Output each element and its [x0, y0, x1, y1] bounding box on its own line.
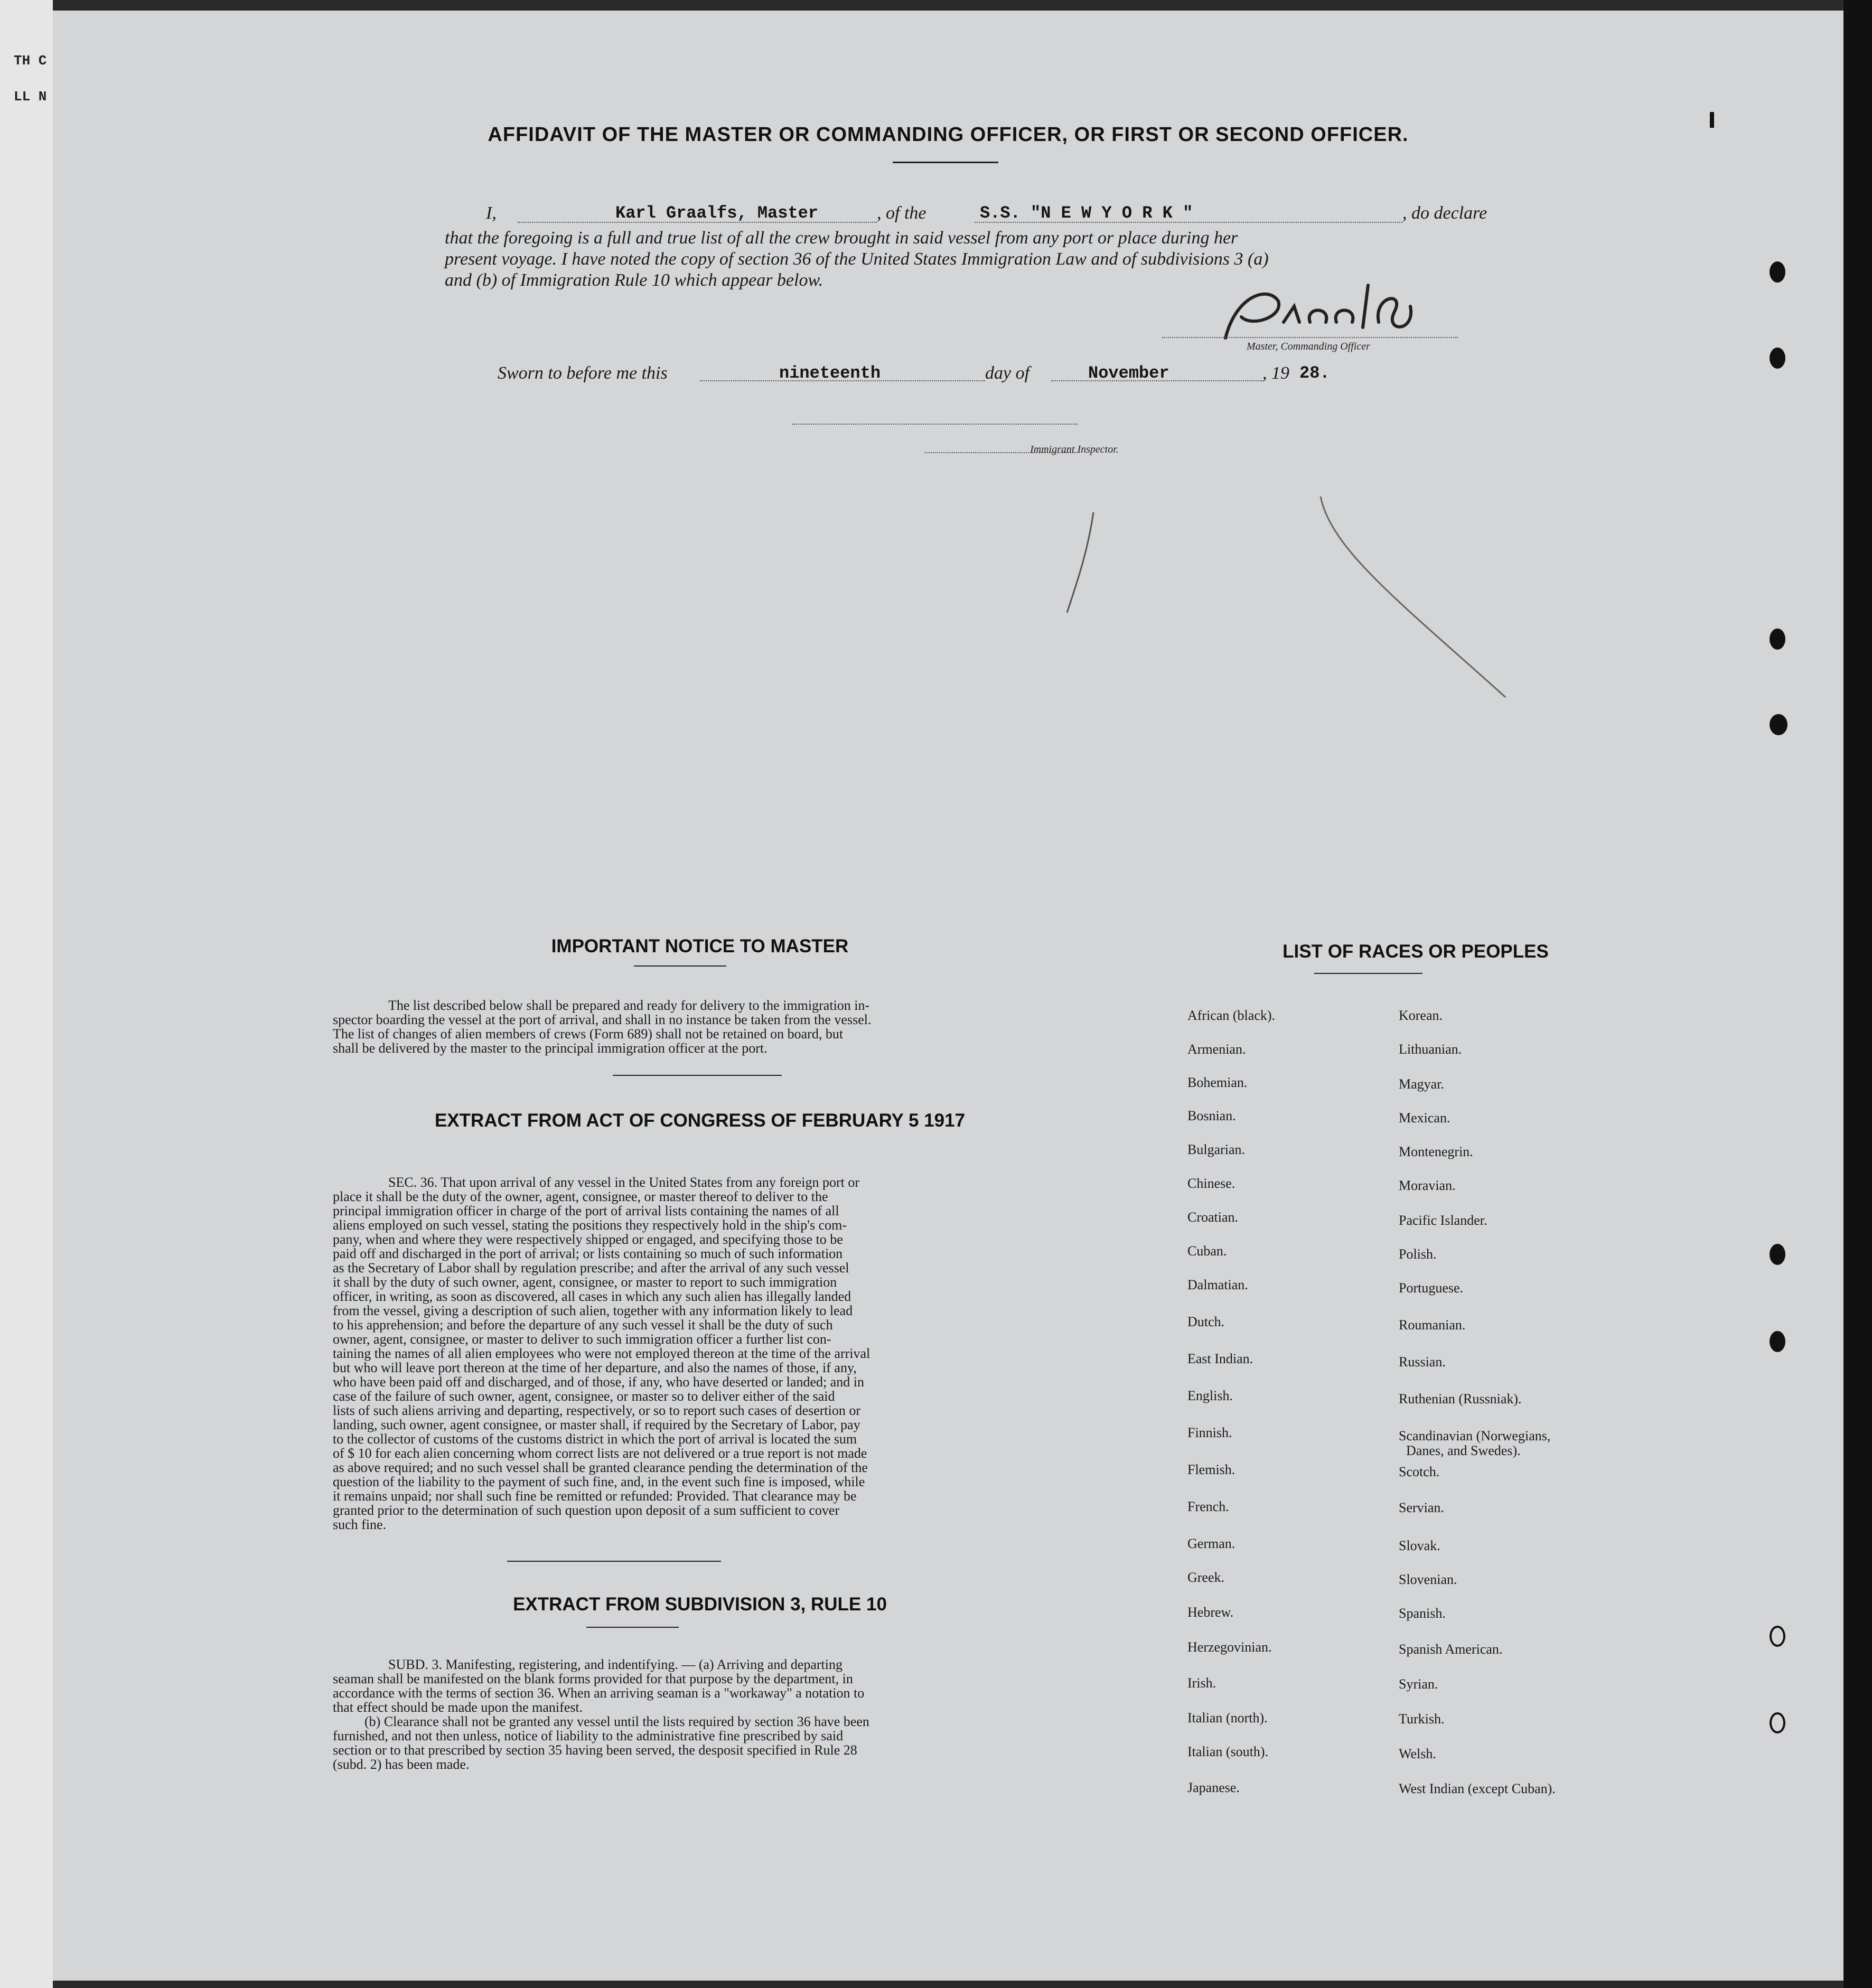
race-item: West Indian (except Cuban). — [1399, 1781, 1556, 1796]
margin-text: TH C — [14, 53, 47, 69]
act-line: it shall by the duty of such owner, agent, consignee, or master to report to such immigration — [333, 1274, 837, 1290]
margin-text: LL N — [14, 89, 47, 105]
divider — [634, 965, 726, 967]
race-item: Cuban. — [1187, 1243, 1227, 1259]
notice-line: shall be delivered by the master to the principal immigration officer at the port. — [333, 1040, 767, 1056]
sworn-month: November — [1088, 363, 1169, 383]
race-item: Herzegovinian. — [1187, 1639, 1272, 1655]
race-item: Bohemian. — [1187, 1075, 1248, 1090]
rule-line: section or to that prescribed by section 35 having been served, the desposit specified in Rule 28 — [333, 1742, 857, 1758]
race-item: German. — [1187, 1536, 1235, 1551]
race-item: Russian. — [1399, 1354, 1446, 1370]
affidavit-line4: and (b) of Immigration Rule 10 which appear below. — [445, 270, 823, 290]
race-item: Welsh. — [1399, 1746, 1436, 1761]
race-item: Bulgarian. — [1187, 1142, 1246, 1157]
act-line: landing, such owner, agent consignee, or master shall, if required by the Secretary of Labor, pay — [333, 1417, 860, 1432]
act-line: paid off and discharged in the port of arrival; or lists containing so much of such information — [333, 1246, 843, 1261]
act-line: case of the failure of such owner, agent, consignee, or master so to deliver either of the said — [333, 1389, 835, 1404]
binder-hole — [1770, 1712, 1785, 1733]
right-edge — [1843, 0, 1872, 1988]
act-line: question of the liability to the payment of such fine, and, in the event such fine is imposed, while — [333, 1474, 865, 1489]
race-item: Slovak. — [1399, 1538, 1440, 1553]
act-line: but who will leave port thereon at the time of her departure, and also the names of those, if any, — [333, 1360, 857, 1375]
rule-line: accordance with the terms of section 36. When an arriving seaman is a "workaway" a notation to — [333, 1685, 865, 1701]
divider — [586, 1627, 679, 1628]
day-of-text: day of — [985, 363, 1030, 383]
act-line: such fine. — [333, 1517, 387, 1532]
rule-line: that effect should be made upon the manifest. — [333, 1700, 583, 1715]
year-prefix: , 19 — [1262, 363, 1289, 383]
race-item: English. — [1187, 1388, 1233, 1403]
binder-hole — [1770, 261, 1785, 283]
binder-hole — [1770, 1626, 1785, 1647]
binder-hole — [1770, 1331, 1785, 1352]
divider — [507, 1561, 721, 1562]
extract-act-title: EXTRACT FROM ACT OF CONGRESS OF FEBRUARY 5 1917 — [434, 1110, 966, 1131]
divider — [613, 1075, 782, 1076]
race-item: Hebrew. — [1187, 1605, 1234, 1620]
binder-hole — [1770, 629, 1785, 650]
inspector-caption: Immigrant Inspector. — [1030, 444, 1119, 455]
race-item: Dalmatian. — [1187, 1277, 1248, 1292]
race-item: Scandinavian (Norwegians, — [1399, 1428, 1551, 1443]
race-item: French. — [1187, 1499, 1229, 1514]
left-margin-strip — [0, 0, 53, 1988]
race-item: Lithuanian. — [1399, 1042, 1462, 1057]
race-item: Portuguese. — [1399, 1280, 1464, 1296]
act-line: who have been paid off and discharged, and of those, if any, who have deserted or landed; and in — [333, 1374, 864, 1390]
race-item: Bosnian. — [1187, 1108, 1236, 1123]
race-item: Korean. — [1399, 1008, 1443, 1023]
divider — [1314, 973, 1422, 974]
act-line: place it shall be the duty of the owner, agent, consignee, or master thereof to deliver to the — [333, 1189, 828, 1204]
act-line: owner, agent, consignee, or master to deliver to such immigration officer a further list con- — [333, 1331, 831, 1347]
act-line: to his apprehension; and before the departure of any such vessel it shall be the duty of such — [333, 1317, 833, 1333]
signature-caption: Master, Commanding Officer — [1247, 341, 1370, 352]
signature-line — [1162, 337, 1458, 338]
notice-line: spector boarding the vessel at the port of arrival, and shall in no instance be taken from the vessel. — [333, 1012, 872, 1027]
rule-line: seaman shall be manifested on the blank forms provided for that purpose by the department, in — [333, 1671, 853, 1686]
affidavit-line3: present voyage. I have noted the copy of section 36 of the United States Immigration Law and of subdivisions 3 (a) — [445, 249, 1269, 269]
rule-line: furnished, and not then unless, notice of liability to the administrative fine prescribed by said — [333, 1728, 844, 1743]
ink-mark — [1710, 112, 1714, 128]
act-line: pany, when and where they were respectively shipped or engaged, and specifying those to be — [333, 1232, 843, 1247]
act-line: from the vessel, giving a description of such alien, together with any information likely to lead — [333, 1303, 853, 1318]
inspector-line-1 — [792, 424, 1078, 425]
act-line: as above required; and no such vessel shall be granted clearance pending the determination of the — [333, 1460, 868, 1475]
race-item: Chinese. — [1187, 1176, 1235, 1191]
race-item: Roumanian. — [1399, 1317, 1466, 1333]
notice-line: The list of changes of alien members of crews (Form 689) shall not be retained on board, but — [333, 1026, 844, 1042]
affidavit-line2: that the foregoing is a full and true list of all the crew brought in said vessel from any port or place during her — [445, 228, 1238, 248]
affidavit-line1-prefix: I, — [486, 203, 497, 223]
race-item: Croatian. — [1187, 1209, 1239, 1225]
rule-line: SUBD. 3. Manifesting, registering, and indentifying. — (a) Arriving and departing — [388, 1657, 843, 1672]
rule-line: (subd. 2) has been made. — [333, 1757, 470, 1772]
races-title: LIST OF RACES OR PEOPLES — [1283, 941, 1549, 962]
race-item: Scotch. — [1399, 1464, 1440, 1479]
race-item: Pacific Islander. — [1399, 1213, 1487, 1228]
act-line: SEC. 36. That upon arrival of any vessel in the United States from any foreign port or — [388, 1175, 859, 1190]
race-item: Turkish. — [1399, 1711, 1445, 1727]
race-item: Spanish American. — [1399, 1642, 1503, 1657]
race-item: Greek. — [1187, 1570, 1225, 1585]
act-line: granted prior to the determination of such question upon deposit of a sum sufficient to cover — [333, 1503, 840, 1518]
race-item: Montenegrin. — [1399, 1144, 1473, 1159]
race-item: Servian. — [1399, 1500, 1444, 1515]
master-name: Karl Graalfs, Master — [615, 203, 819, 223]
act-line: as the Secretary of Labor shall by regulation prescribe; and after the arrival of any such vessel — [333, 1260, 849, 1276]
race-item: Italian (south). — [1187, 1744, 1269, 1759]
race-item: East Indian. — [1187, 1351, 1253, 1366]
race-item: Magyar. — [1399, 1076, 1444, 1092]
do-declare-text: , do declare — [1402, 203, 1487, 223]
extract-rule-title: EXTRACT FROM SUBDIVISION 3, RULE 10 — [513, 1594, 887, 1615]
extract-act-body — [333, 1175, 993, 1532]
binder-hole — [1770, 1244, 1785, 1265]
race-item: Japanese. — [1187, 1780, 1240, 1795]
race-item: Polish. — [1399, 1246, 1437, 1262]
affidavit-title: AFFIDAVIT OF THE MASTER OR COMMANDING OFFICER, OR FIRST OR SECOND OFFICER. — [488, 124, 1409, 146]
act-line: lists of such aliens arriving and departing, respectively, or so to report such cases of desertion or — [333, 1403, 861, 1418]
race-item: Spanish. — [1399, 1606, 1446, 1621]
of-the-text: , of the — [877, 203, 926, 223]
act-line: officer, in writing, as soon as discovered, all cases in which any such alien has illegally landed — [333, 1289, 851, 1304]
race-item: Slovenian. — [1399, 1572, 1457, 1587]
pencil-marks — [1056, 486, 1532, 750]
divider — [893, 162, 998, 163]
race-item: Flemish. — [1187, 1462, 1235, 1477]
notice-body — [333, 998, 993, 1055]
notice-line: The list described below shall be prepared and ready for delivery to the immigration in- — [388, 998, 870, 1013]
act-line: to the collector of customs of the customs district in which the port of arrival is located the sum — [333, 1431, 857, 1447]
sworn-day: nineteenth — [779, 363, 881, 383]
rule-line: (b) Clearance shall not be granted any vessel until the lists required by section 36 have been — [364, 1714, 869, 1729]
race-item: Syrian. — [1399, 1676, 1438, 1692]
binder-hole — [1770, 348, 1785, 369]
race-item: Moravian. — [1399, 1178, 1456, 1193]
race-item: Finnish. — [1187, 1425, 1232, 1440]
race-item: Danes, and Swedes). — [1406, 1443, 1521, 1458]
year-suffix: 28. — [1299, 363, 1330, 383]
act-line: principal immigration officer in charge of the port of arrival lists containing the names of all — [333, 1203, 839, 1218]
race-item: Mexican. — [1399, 1110, 1450, 1126]
sworn-prefix: Sworn to before me this — [498, 363, 668, 383]
act-line: of $ 10 for each alien concerning whom correct lists are not delivered or a true report is not made — [333, 1446, 867, 1461]
binder-hole — [1770, 714, 1787, 735]
race-item: Dutch. — [1187, 1314, 1225, 1329]
race-item: Ruthenian (Russniak). — [1399, 1391, 1522, 1406]
document-sheet — [53, 11, 1843, 1981]
act-line: aliens employed on such vessel, stating the positions they respectively hold in the ship's com- — [333, 1217, 847, 1233]
act-line: it remains unpaid; nor shall such fine be remitted or refunded: Provided. That clearance may be — [333, 1488, 857, 1504]
race-item: Irish. — [1187, 1675, 1216, 1691]
extract-rule-body — [333, 1657, 993, 1771]
race-item: Italian (north). — [1187, 1710, 1268, 1726]
vessel-name: S.S. "N E W Y O R K " — [980, 203, 1193, 223]
notice-title: IMPORTANT NOTICE TO MASTER — [551, 936, 849, 957]
race-item: Armenian. — [1187, 1042, 1246, 1057]
race-item: African (black). — [1187, 1008, 1276, 1023]
act-line: taining the names of all alien employees who were not employed thereon at the time of the arrival — [333, 1346, 871, 1361]
